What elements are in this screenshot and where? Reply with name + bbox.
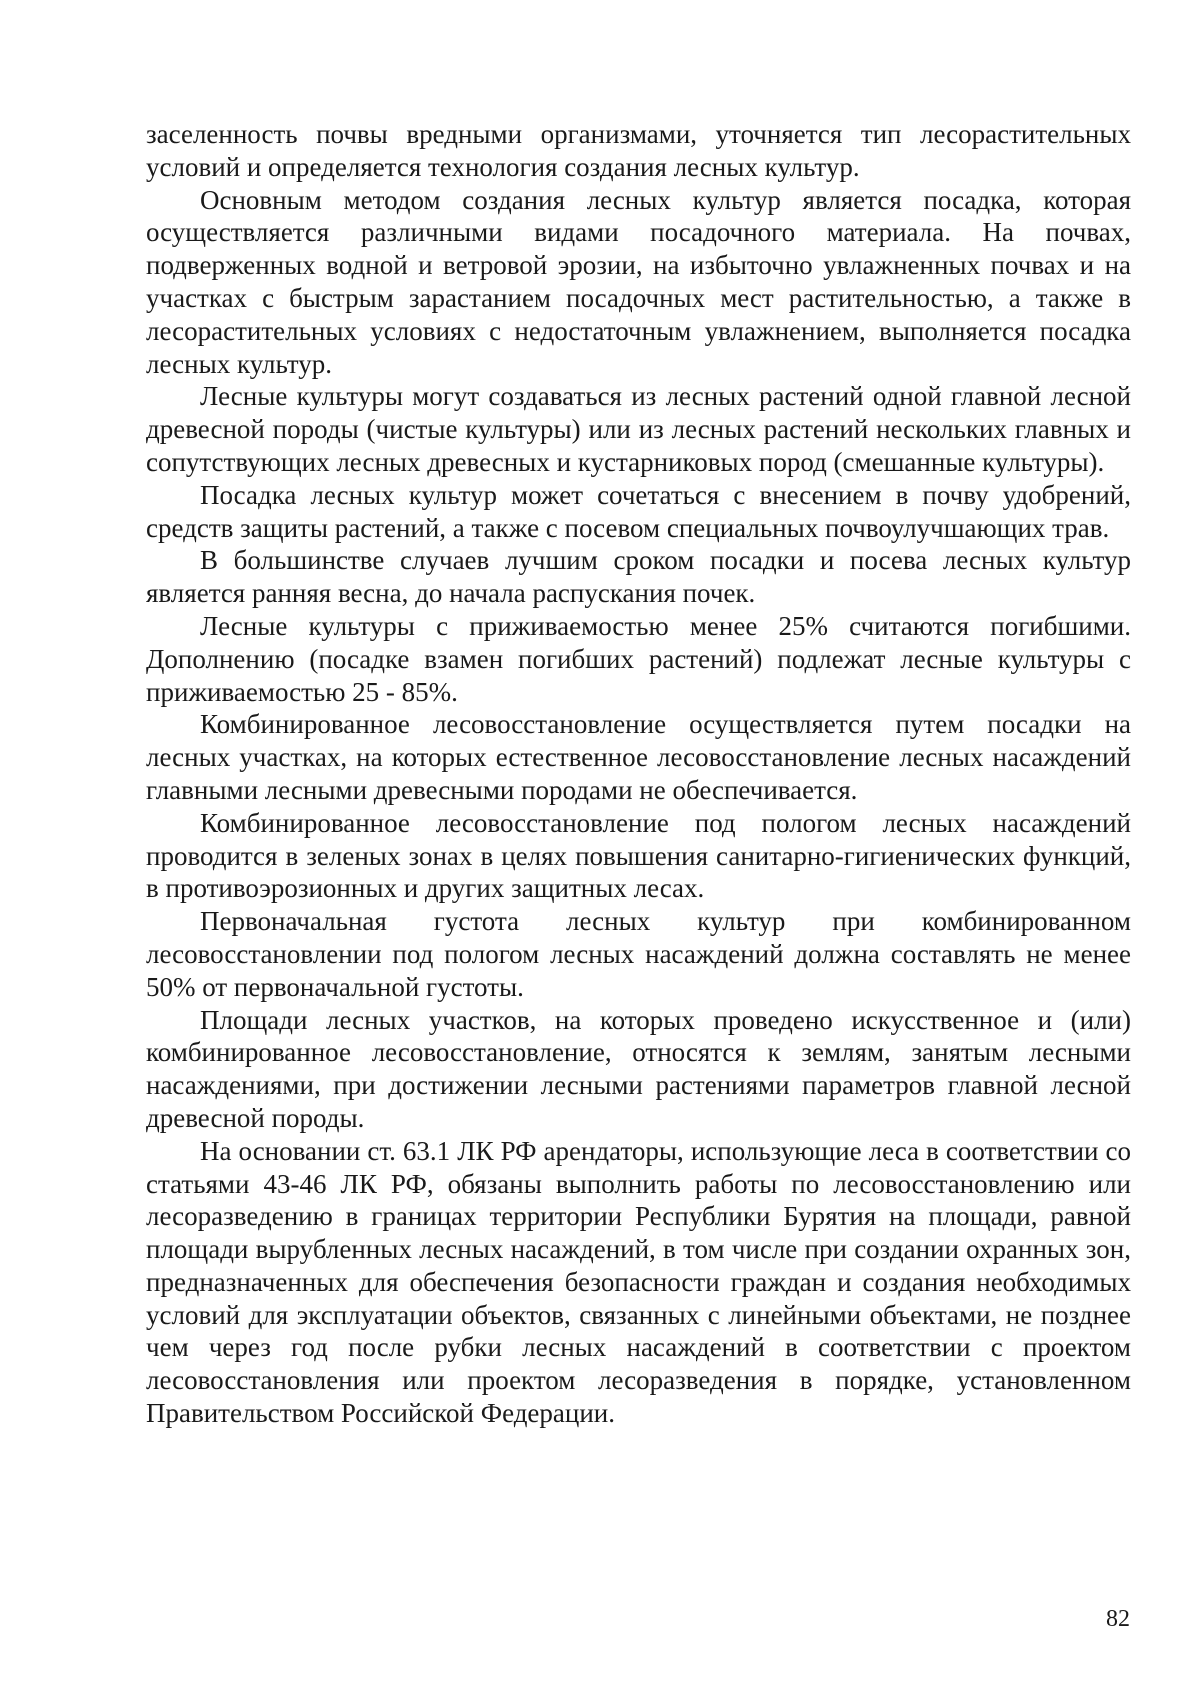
paragraph-11: На основании ст. 63.1 ЛК РФ арендаторы, использующие леса в соответствии со статьями 43-46 ЛК РФ, обязаны выполнить работы по лесовосстановлению или лесоразведению в границах территории Республики Бурятия на площади, равной площади вырубленных лесных насаждений, в том числе при создании охранных зон, предназначенных для обеспечения безопасности граждан и создания необходимых условий для эксплуатации объектов, связанных с линейными объектами, не позднее чем через год после рубки лесных насаждений в соответствии с проектом лесовосстановления или проектом лесоразведения в порядке, установленном Правительством Российской Федерации. xyxy=(146,1135,1131,1429)
paragraph-7: Комбинированное лесовосстановление осуществляется путем посадки на лесных участках, на которых естественное лесовосстановление лесных насаждений главными лесными древесными породами не обеспечивается. xyxy=(146,709,1131,805)
paragraph-6: Лесные культуры с приживаемостью менее 25% считаются погибшими. Дополнению (посадке взамен погибших растений) подлежат лесные культуры с приживаемостью 25 - 85%. xyxy=(146,610,1131,707)
paragraph-8: Комбинированное лесовосстановление под пологом лесных насаждений проводится в зеленых зонах в целях повышения санитарно-гигиенических функций, в противоэрозионных и других защитных лесах. xyxy=(146,807,1131,904)
page-number: 82 xyxy=(1106,1606,1130,1632)
paragraph-5: В большинстве случаев лучшим сроком посадки и посева лесных культур является ранняя весна, до начала распускания почек. xyxy=(146,545,1131,609)
paragraph-3: Лесные культуры могут создаваться из лесных растений одной главной лесной древесной породы (чистые культуры) или из лесных растений нескольких главных и сопутствующих лесных древесных и кустарниковых пород (смешанные культуры). xyxy=(146,381,1131,477)
body-text xyxy=(146,118,1131,1430)
paragraph-10: Площади лесных участков, на которых проведено искусственное и (или) комбинированное лесовосстановление, относятся к землям, занятым лесными насаждениями, при достижении лесными растениями параметров главной лесной древесной породы. xyxy=(146,1004,1131,1133)
paragraph-4: Посадка лесных культур может сочетаться с внесением в почву удобрений, средств защиты растений, а также с посевом специальных почвоулучшающих трав. xyxy=(146,479,1131,543)
paragraph-9: Первоначальная густота лесных культур при комбинированном лесовосстановлении под пологом лесных насаждений должна составлять не менее 50% от первоначальной густоты. xyxy=(146,906,1131,1002)
paragraph-1: заселенность почвы вредными организмами, уточняется тип лесорастительных условий и определяется технология создания лесных культур. xyxy=(146,119,1131,182)
paragraph-2: Основным методом создания лесных культур является посадка, которая осуществляется различными видами посадочного материала. На почвах, подверженных водной и ветровой эрозии, на избыточно увлажненных почвах и на участках с быстрым зарастанием посадочных мест растительностью, а также в лесорастительных условиях с недостаточным увлажнением, выполняется посадка лесных культур. xyxy=(146,184,1131,379)
